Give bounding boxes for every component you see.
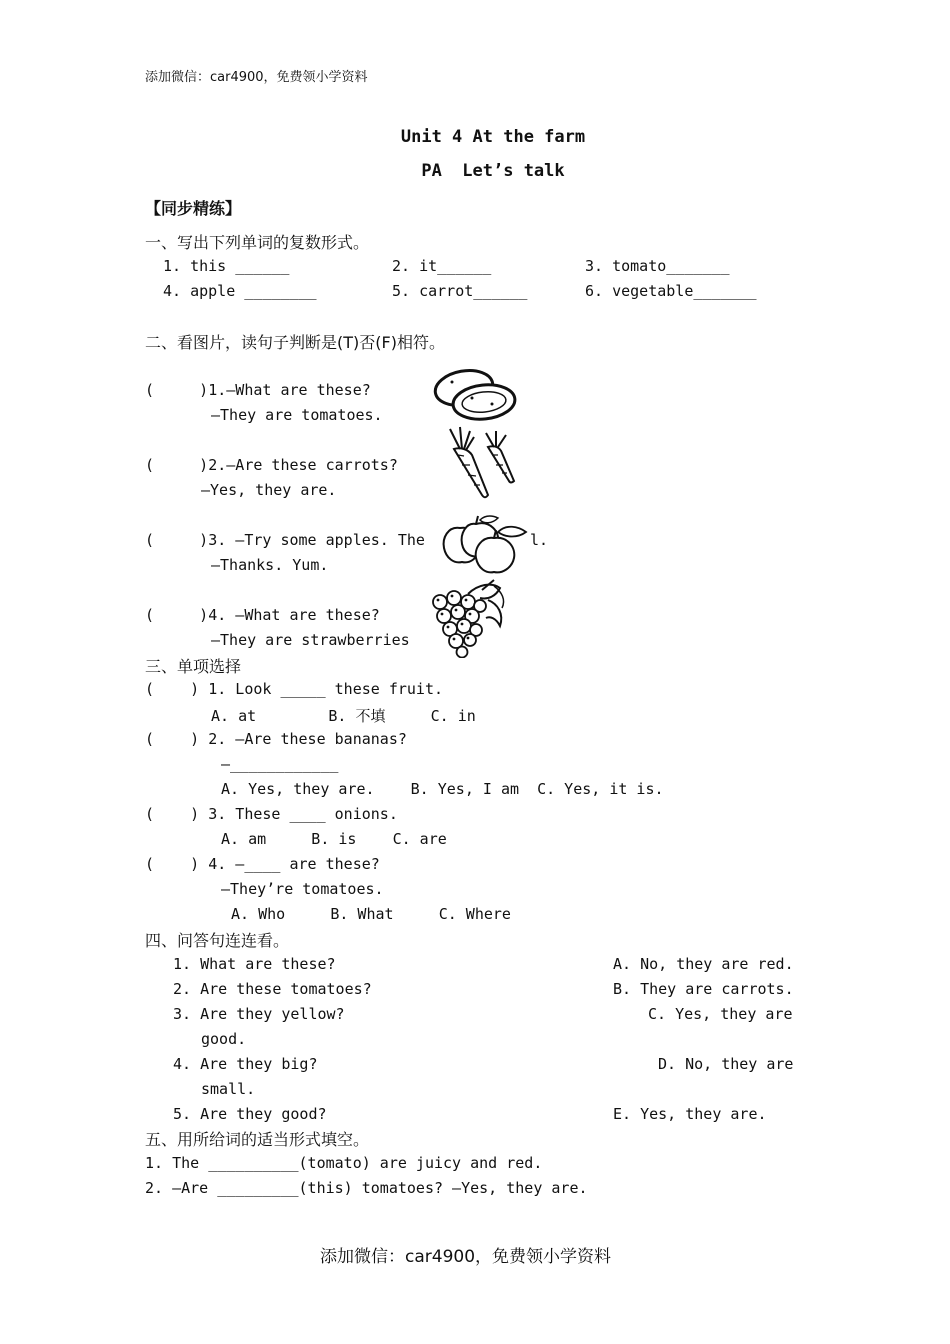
s3-q3: ( ) 3. These ____ onions. (145, 805, 398, 823)
potatoes-icon (432, 366, 518, 424)
s2-heading: 二、看图片，读句子判断是(T)否(F)相符。 (145, 333, 445, 352)
s3-blank2: —____________ (221, 755, 339, 773)
s4-heading: 四、问答句连连看。 (145, 931, 290, 950)
s2-a2: —Yes, they are. (201, 481, 337, 499)
s2-a4: —They are strawberries (211, 631, 410, 649)
page-subtitle: PA Let’s talk (421, 161, 565, 181)
s1-item-2: 2. it______ (392, 257, 492, 275)
s3-q1: ( ) 1. Look _____ these fruit. (145, 680, 444, 698)
page-title: Unit 4 At the farm (400, 127, 586, 147)
s4-left-5: 5. Are they good? (173, 1105, 327, 1123)
s2-q2: ( )2.—Are these carrots? (145, 456, 398, 474)
apples-icon (440, 514, 530, 576)
s3-sub4: —They’re tomatoes. (221, 880, 384, 898)
s1-heading: 一、写出下列单词的复数形式。 (145, 233, 370, 252)
page-header: 添加微信：car4900，免费领小学资料 (145, 70, 368, 85)
s4-left-2: 2. Are these tomatoes? (173, 980, 372, 998)
s4-right-d: D. No, they are (658, 1055, 794, 1073)
s3-opts2: A. Yes, they are. B. Yes, I am C. Yes, it is. (221, 780, 664, 798)
s1-item-1: 1. this ______ (163, 257, 290, 275)
s1-item-6: 6. vegetable_______ (585, 282, 757, 300)
s4-right-a: A. No, they are red. (613, 955, 794, 973)
s3-q2: ( ) 2. —Are these bananas? (145, 730, 407, 748)
s5-item-1: 1. The __________(tomato) are juicy and red. (145, 1154, 543, 1172)
s2-q4: ( )4. —What are these? (145, 606, 380, 624)
section-label: 【同步精练】 (145, 199, 242, 218)
s4-left-3-cont: good. (201, 1030, 247, 1048)
s3-q4: ( ) 4. —____ are these? (145, 855, 380, 873)
s4-left-4-cont: small. (201, 1080, 256, 1098)
s4-left-4: 4. Are they big? (173, 1055, 318, 1073)
s3-opts4: A. Who B. What C. Where (231, 905, 511, 923)
grapes-icon (428, 578, 510, 658)
s2-q1: ( )1.—What are these? (145, 381, 371, 399)
s4-right-e: E. Yes, they are. (613, 1105, 767, 1123)
s2-a1: —They are tomatoes. (211, 406, 383, 424)
carrots-icon (440, 425, 520, 501)
s1-item-3: 3. tomato_______ (585, 257, 730, 275)
s4-left-1: 1. What are these? (173, 955, 336, 973)
s5-item-2: 2. —Are _________(this) tomatoes? —Yes, they are. (145, 1179, 588, 1197)
s1-item-5: 5. carrot______ (392, 282, 528, 300)
s1-item-4: 4. apple ________ (163, 282, 317, 300)
s3-opts1: A. at B. 不填 C. in (211, 707, 476, 725)
s2-q3: ( )3. —Try some apples. The (145, 531, 425, 549)
s4-left-3: 3. Are they yellow? (173, 1005, 345, 1023)
s4-right-b: B. They are carrots. (613, 980, 794, 998)
page-footer: 添加微信：car4900，免费领小学资料 (320, 1247, 612, 1267)
s2-q3-tail: l. (530, 531, 549, 549)
s3-heading: 三、单项选择 (145, 657, 242, 676)
s4-right-c: C. Yes, they are (648, 1005, 793, 1023)
s5-heading: 五、用所给词的适当形式填空。 (145, 1130, 370, 1149)
s3-opts3: A. am B. is C. are (221, 830, 447, 848)
s2-a3: —Thanks. Yum. (211, 556, 329, 574)
